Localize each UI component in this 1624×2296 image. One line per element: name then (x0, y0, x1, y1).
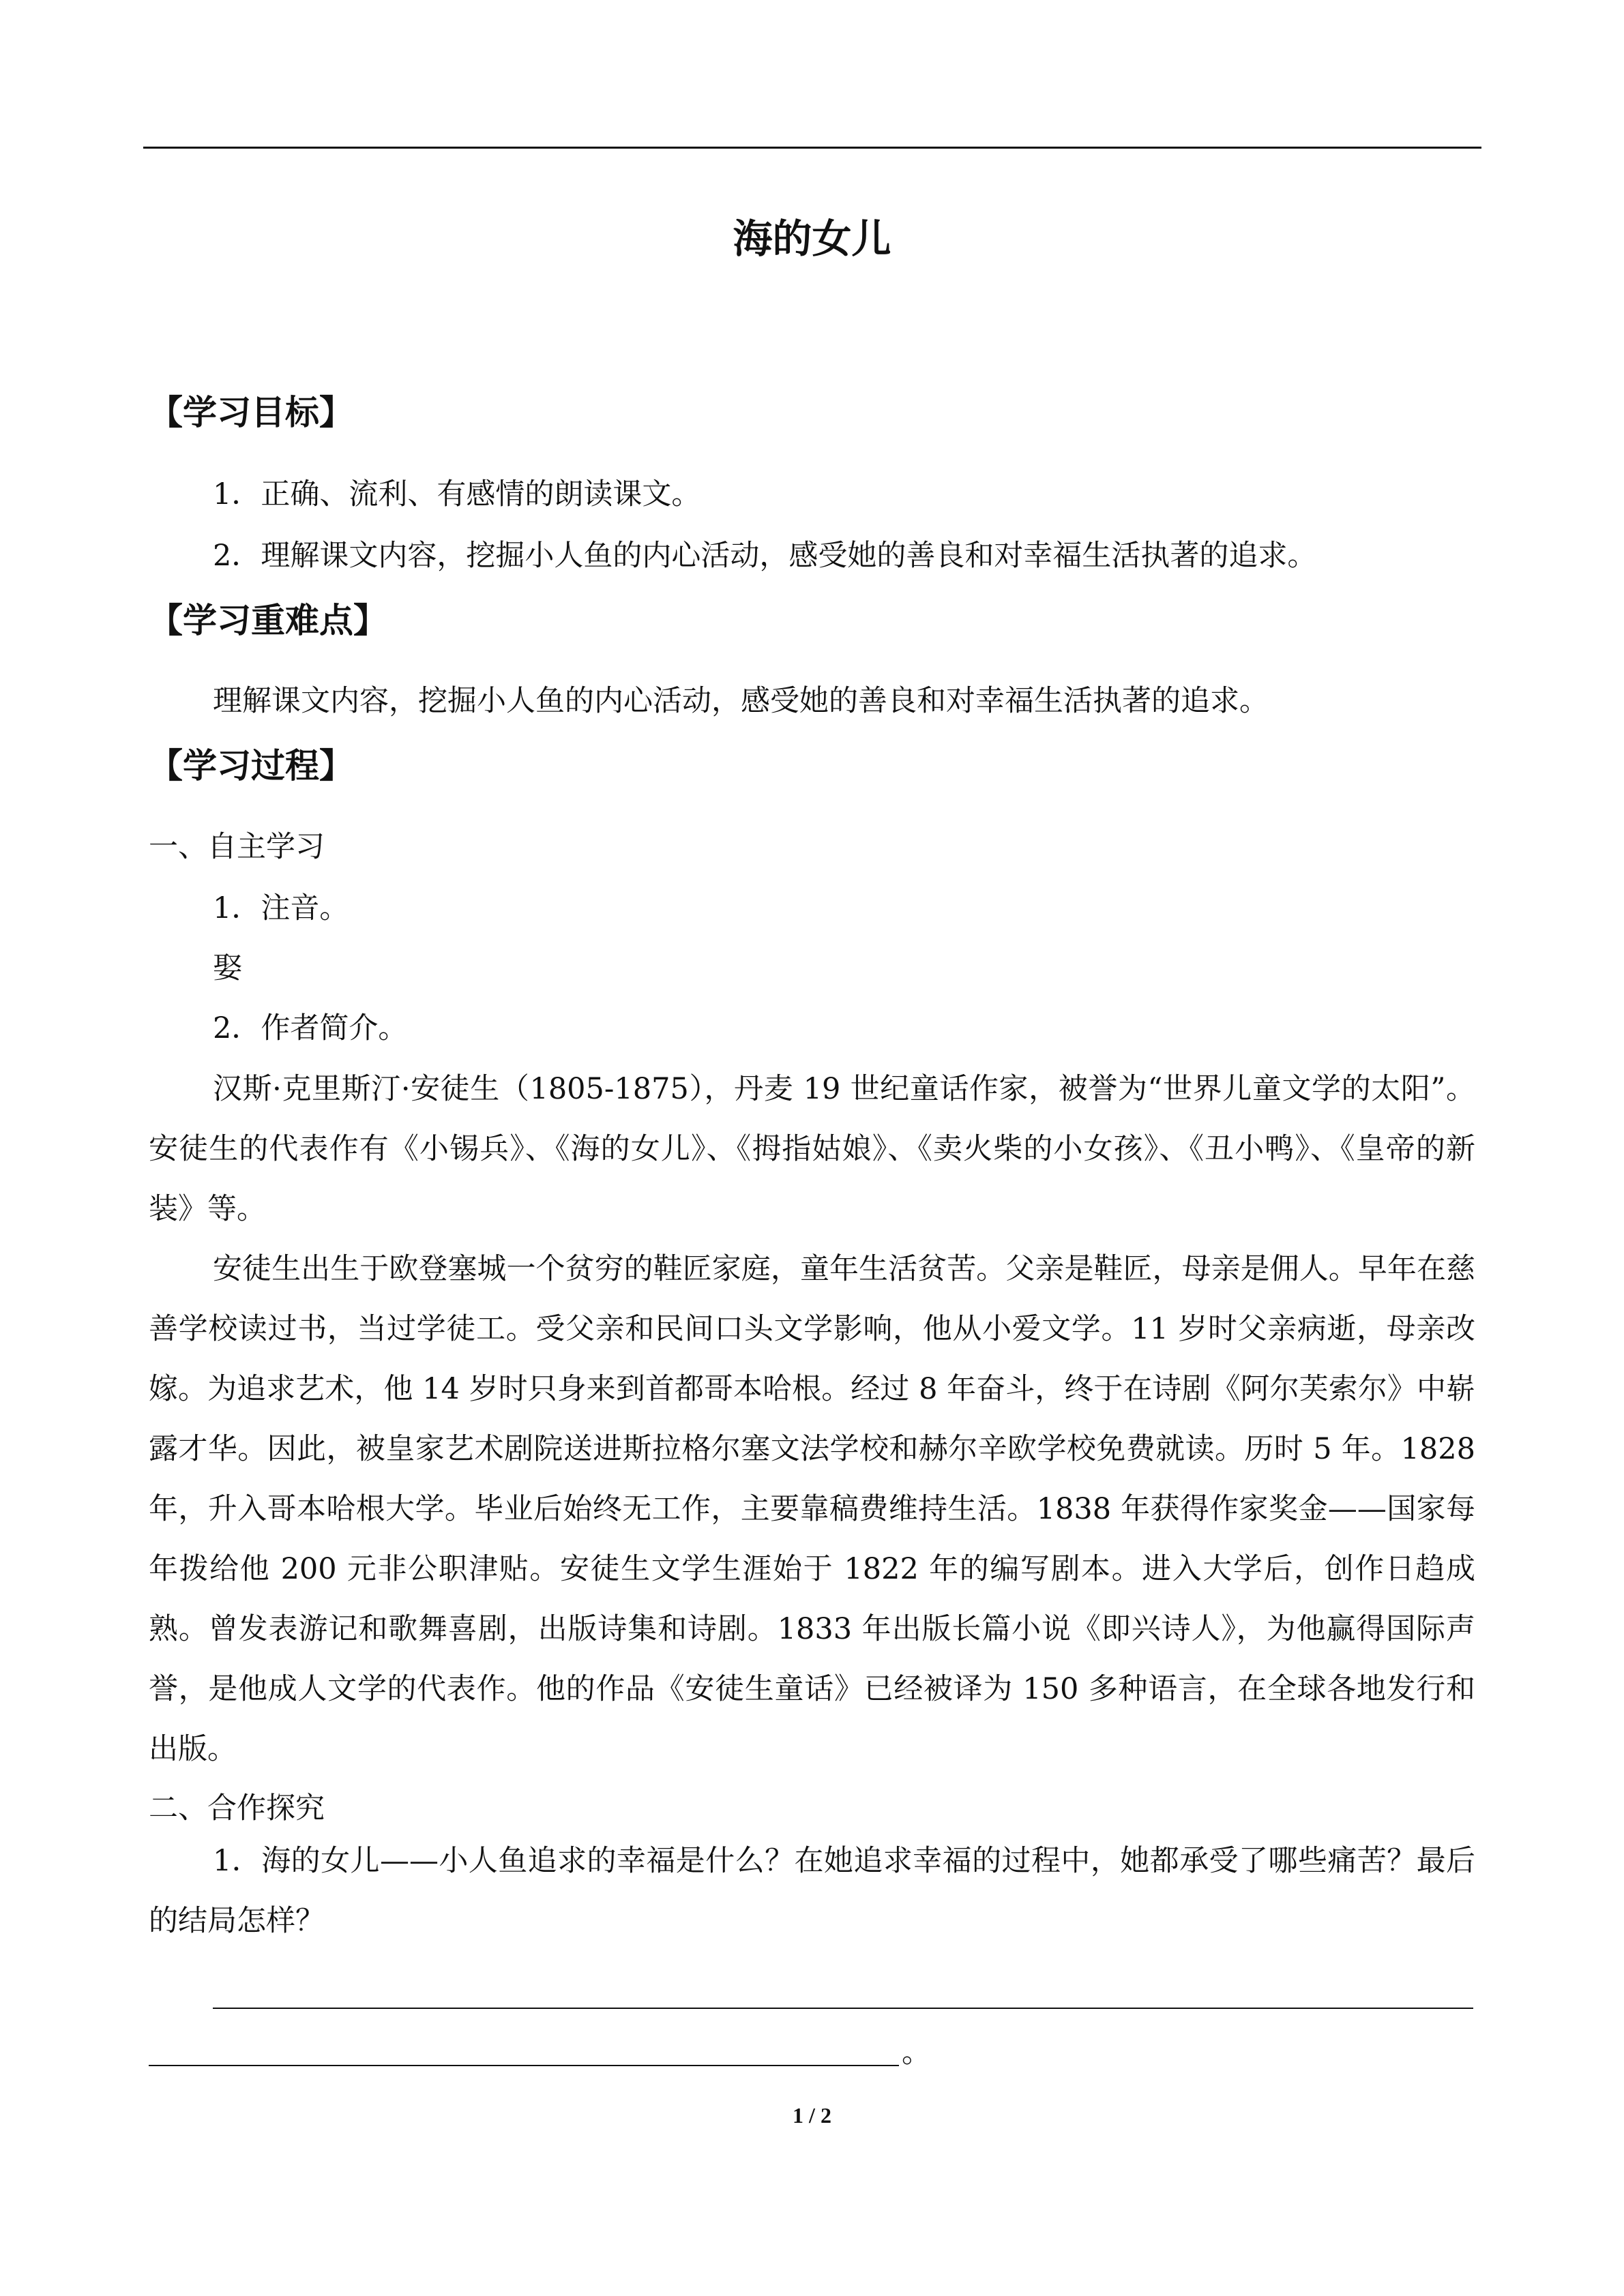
part-title-cooperation: 二、合作探究 (149, 1791, 325, 1825)
answer-blank-line[interactable] (149, 2065, 899, 2066)
question-phonetic-label: 1．注音。 (213, 891, 349, 925)
cooperation-question: 1．海的女儿——小人鱼追求的幸福是什么？在她追求幸福的过程中，她都承受了哪些痛苦？最后的结局怎样？ (149, 1844, 1475, 1938)
phonetic-character: 娶 (213, 951, 242, 985)
author-biography-paragraph: 安徒生出生于欧登塞城一个贫穷的鞋匠家庭，童年生活贫苦。父亲是鞋匠，母亲是佣人。早年在慈善学校读过书，当过学徒工。受父亲和民间口头文学影响，他从小爱文学。11 岁时父亲病逝，母亲改嫁。为追求艺术，他 14 岁时只身来到首都哥本哈根。经过 8 年奋斗，终于在诗剧《阿尔芙索尔》中崭露才华。因此，被皇家艺术剧院送进斯拉格尔塞文法学校和赫尔辛欧学校免费就读。历时 5 年。1828 年，升入哥本哈根大学。毕业后始终无工作，主要靠稿费维持生活。1838 年获得作家奖金——国家每年拨给他 200 元非公职津贴。安徒生文学生涯始于 1822 年的编写剧本。进入大学后，创作日趋成熟。曾发表游记和歌舞喜剧，出版诗集和诗剧。1833 年出版长篇小说《即兴诗人》，为他赢得国际声誉，是他成人文学的代表作。他的作品《安徒生童话》已经被译为 150 多种语言，在全球各地发行和出版。 (149, 1252, 1475, 1766)
key-points-text: 理解课文内容，挖掘小人鱼的内心活动，感受她的善良和对幸福生活执著的追求。 (213, 684, 1269, 718)
answer-end-mark: 。 (902, 2036, 931, 2070)
objective-item: 1．正确、流利、有感情的朗读课文。 (213, 477, 701, 511)
question-author-label: 2．作者简介。 (213, 1011, 408, 1045)
author-intro-paragraph: 汉斯·克里斯汀·安徒生（1805-1875），丹麦 19 世纪童话作家，被誉为“世界儿童文学的太阳”。安徒生的代表作有《小锡兵》、《海的女儿》、《拇指姑娘》、《卖火柴的小女孩》、《丑小鸭》、《皇帝的新装》等。 (149, 1072, 1475, 1226)
section-heading-objectives: 【学习目标】 (149, 393, 353, 432)
page-title: 海的女儿 (733, 215, 891, 262)
section-heading-key-points: 【学习重难点】 (149, 601, 387, 640)
page-number: 1 / 2 (793, 2103, 831, 2128)
section-heading-process: 【学习过程】 (149, 746, 353, 786)
part-title-self-study: 一、自主学习 (149, 830, 325, 864)
header-rule (143, 147, 1481, 149)
objective-item: 2．理解课文内容，挖掘小人鱼的内心活动，感受她的善良和对幸福生活执著的追求。 (213, 539, 1317, 573)
answer-blank-line[interactable] (213, 2008, 1473, 2009)
